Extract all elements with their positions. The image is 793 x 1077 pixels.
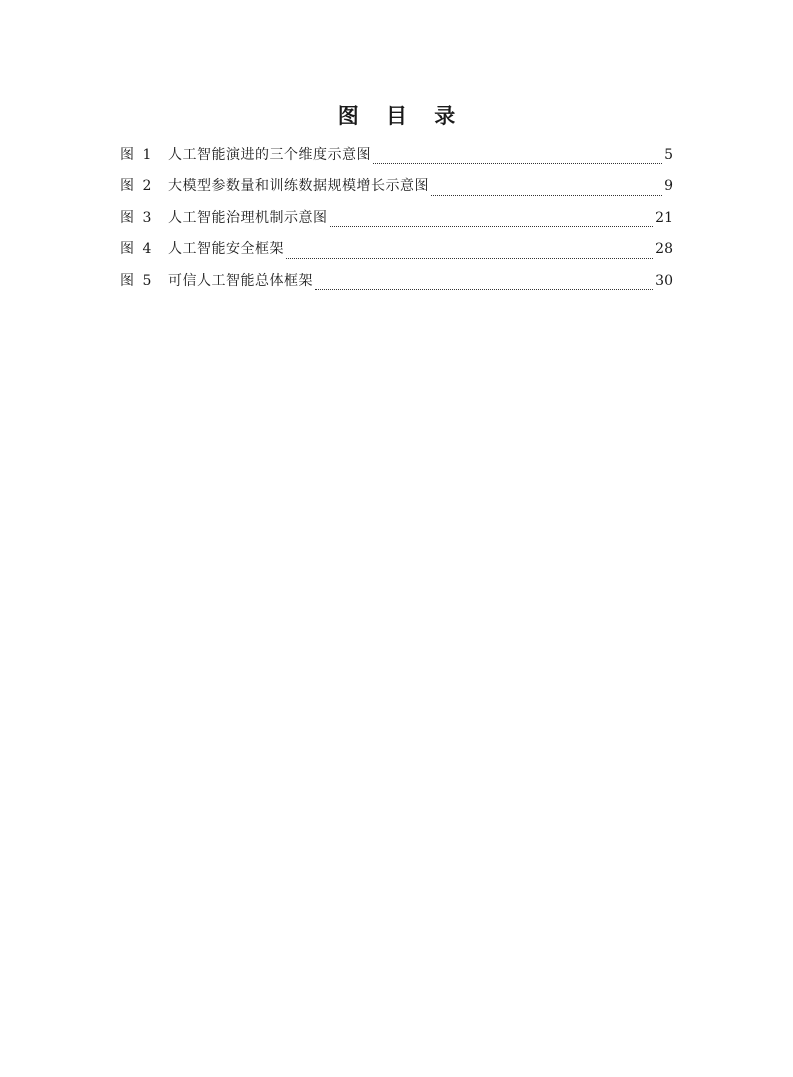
page-number: 5	[664, 147, 673, 163]
figure-label: 图 3	[120, 209, 154, 226]
dot-leader	[431, 194, 662, 196]
page-number: 28	[655, 241, 673, 258]
toc-entry[interactable]	[120, 237, 673, 268]
dot-leader	[373, 162, 662, 164]
toc-entry[interactable]	[120, 174, 673, 205]
dot-leader	[330, 225, 654, 227]
figure-label: 图 4	[120, 241, 154, 258]
figure-title: 人工智能演进的三个维度示意图	[168, 147, 371, 163]
page-number: 21	[655, 209, 673, 226]
figure-list	[120, 143, 673, 300]
page-title: 图 目 录	[337, 104, 466, 128]
figure-label: 图 1	[120, 147, 154, 163]
toc-entry[interactable]	[120, 269, 673, 300]
figure-title: 大模型参数量和训练数据规模增长示意图	[168, 178, 429, 195]
figure-title: 可信人工智能总体框架	[168, 272, 313, 289]
toc-entry[interactable]	[120, 143, 673, 174]
dot-leader	[286, 257, 653, 259]
figure-title: 人工智能安全框架	[168, 241, 284, 258]
page-number: 30	[655, 272, 673, 289]
figure-label: 图 2	[120, 178, 154, 195]
dot-leader	[315, 288, 653, 290]
figure-title: 人工智能治理机制示意图	[168, 209, 328, 226]
figure-label: 图 5	[120, 272, 154, 289]
page-number: 9	[664, 178, 673, 195]
toc-entry[interactable]	[120, 206, 673, 237]
